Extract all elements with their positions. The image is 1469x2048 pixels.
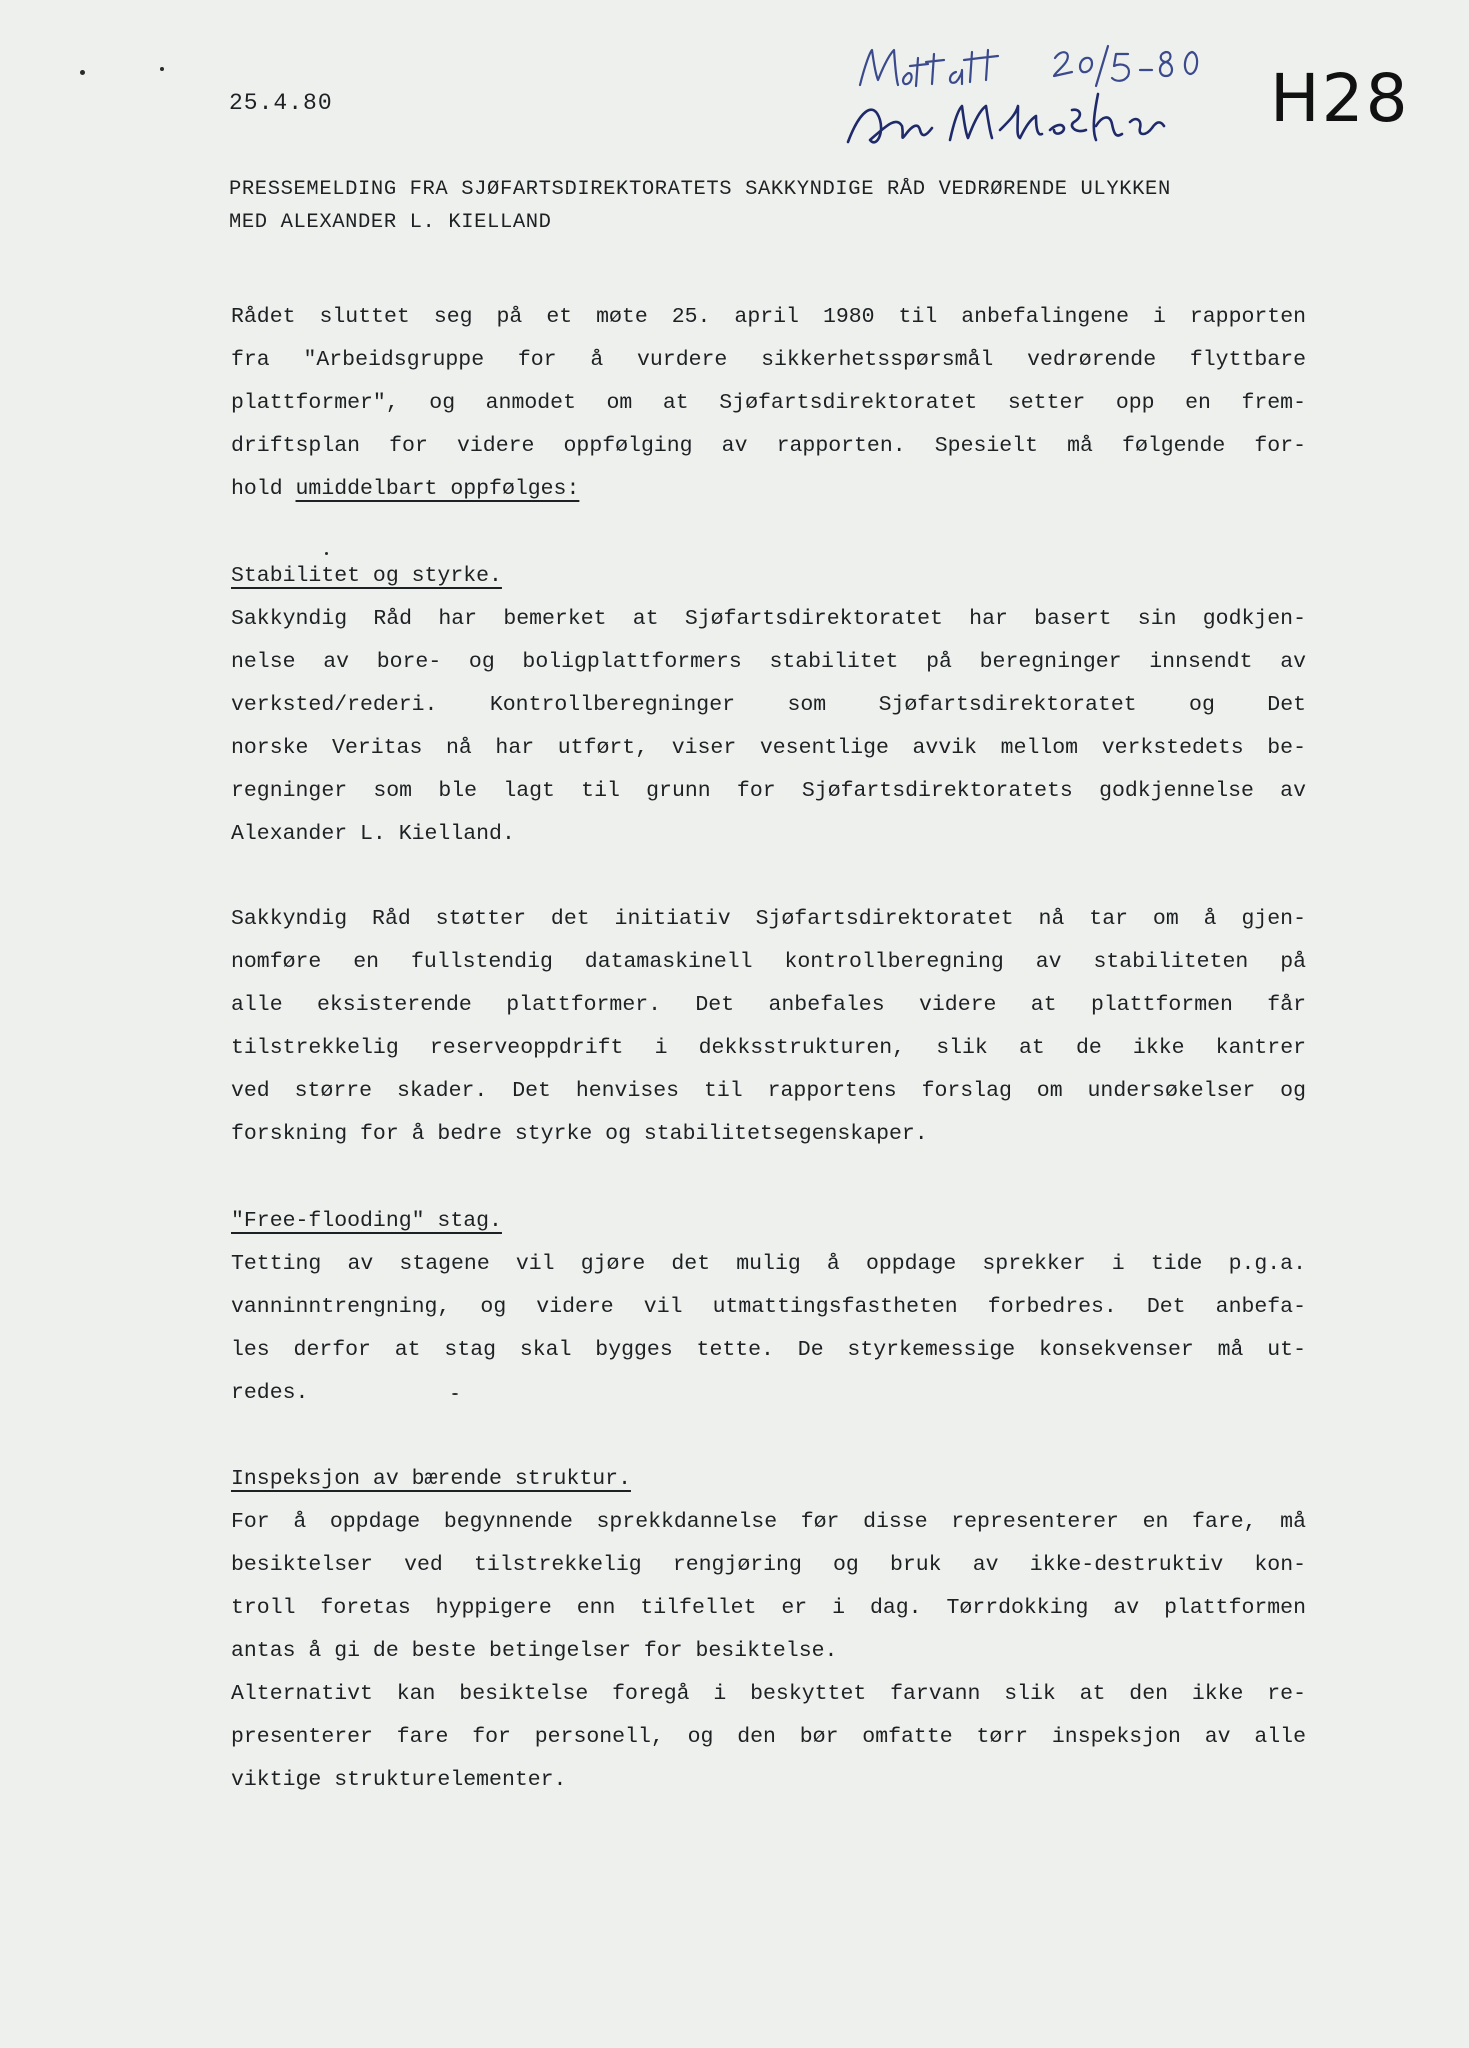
section-heading-line (231, 1458, 1306, 1501)
section-heading-line (231, 555, 1306, 598)
handwritten-received-note (840, 30, 1280, 170)
text-line: presenterer fare for personell, og den bør omfatte tørr inspeksjon av alle (231, 1725, 1306, 1749)
text-line: alle eksisterende plattformer. Det anbefales videre at plattformen får (231, 993, 1306, 1017)
document-date: 25.4.80 (229, 90, 333, 116)
text-line: redes. (231, 1381, 309, 1405)
text-line: Tetting av stagene vil gjøre det mulig å oppdage sprekker i tide p.g.a. (231, 1252, 1306, 1276)
text-line (231, 468, 1306, 511)
section-heading: "Free-flooding" stag. (231, 1209, 502, 1233)
text-line: vanninntrengning, og videre vil utmattingsfastheten forbedres. Det anbefa- (231, 1295, 1306, 1319)
text-line: viktige strukturelementer. (231, 1768, 567, 1792)
text-line: Alexander L. Kielland. (231, 822, 515, 846)
header-line: MED ALEXANDER L. KIELLAND (229, 211, 552, 234)
text-line: nomføre en fullstendig datamaskinell kontrollberegning av stabiliteten på (231, 950, 1306, 974)
text-line: antas å gi de beste betingelser for besiktelse. (231, 1639, 838, 1663)
text-line: For å oppdage begynnende sprekkdannelse før disse representerer en fare, må (231, 1510, 1306, 1534)
text-line: forskning for å bedre styrke og stabilitetsegenskaper. (231, 1122, 928, 1146)
inspection-section (231, 1458, 1306, 1802)
stability-section (231, 555, 1306, 856)
paper-speck (80, 70, 85, 75)
text-line: driftsplan for videre oppfølging av rapporten. Spesielt må følgende for- (231, 434, 1306, 458)
section-heading: Inspeksjon av bærende struktur. (231, 1467, 631, 1491)
text-line: les derfor at stag skal bygges tette. De styrkemessige konsekvenser må ut- (231, 1338, 1306, 1362)
text-line: Sakkyndig Råd har bemerket at Sjøfartsdirektoratet har basert sin godkjen- (231, 607, 1306, 631)
text-line: verksted/rederi. Kontrollberegninger som Sjøfartsdirektoratet og Det (231, 693, 1306, 717)
text-line: troll foretas hyppigere enn tilfellet er i dag. Tørrdokking av plattformen (231, 1596, 1306, 1620)
bracing-section (231, 1200, 1306, 1415)
text-fragment: hold (231, 477, 296, 501)
text-line: Sakkyndig Råd støtter det initiativ Sjøfartsdirektoratet nå tar om å gjen- (231, 907, 1306, 931)
archive-code: H28 (1270, 60, 1410, 137)
text-line: besiktelser ved tilstrekkelig rengjøring og bruk av ikke-destruktiv kon- (231, 1553, 1306, 1577)
header-line: PRESSEMELDING FRA SJØFARTSDIREKTORATETS SAKKYNDIGE RÅD VEDRØRENDE ULYKKEN (229, 178, 1171, 201)
paper-speck (160, 67, 164, 71)
text-line: norske Veritas nå har utført, viser vesentlige avvik mellom verkstedets be- (231, 736, 1306, 760)
section-heading-line (231, 1200, 1306, 1243)
text-line: ved større skader. Det henvises til rapportens forslag om undersøkelser og (231, 1079, 1306, 1103)
text-line: nelse av bore- og boligplattformers stabilitet på beregninger innsendt av (231, 650, 1306, 674)
intro-paragraph (231, 296, 1306, 511)
section-heading: Stabilitet og styrke. (231, 564, 502, 588)
text-line: fra "Arbeidsgruppe for å vurdere sikkerhetsspørsmål vedrørende flyttbare (231, 348, 1306, 372)
text-line: regninger som ble lagt til grunn for Sjøfartsdirektoratets godkjennelse av (231, 779, 1306, 803)
text-line: Alternativt kan besiktelse foregå i beskyttet farvann slik at den ikke re- (231, 1682, 1306, 1706)
text-line: plattformer", og anmodet om at Sjøfartsdirektoratet setter opp en frem- (231, 391, 1306, 415)
text-line: Rådet sluttet seg på et møte 25. april 1980 til anbefalingene i rapporten (231, 305, 1306, 329)
stability-paragraph-2 (231, 898, 1306, 1156)
text-line: tilstrekkelig reserveoppdrift i dekksstrukturen, slik at de ikke kantrer (231, 1036, 1306, 1060)
document-header (229, 173, 1329, 239)
underlined-text: umiddelbart oppfølges: (295, 477, 580, 501)
